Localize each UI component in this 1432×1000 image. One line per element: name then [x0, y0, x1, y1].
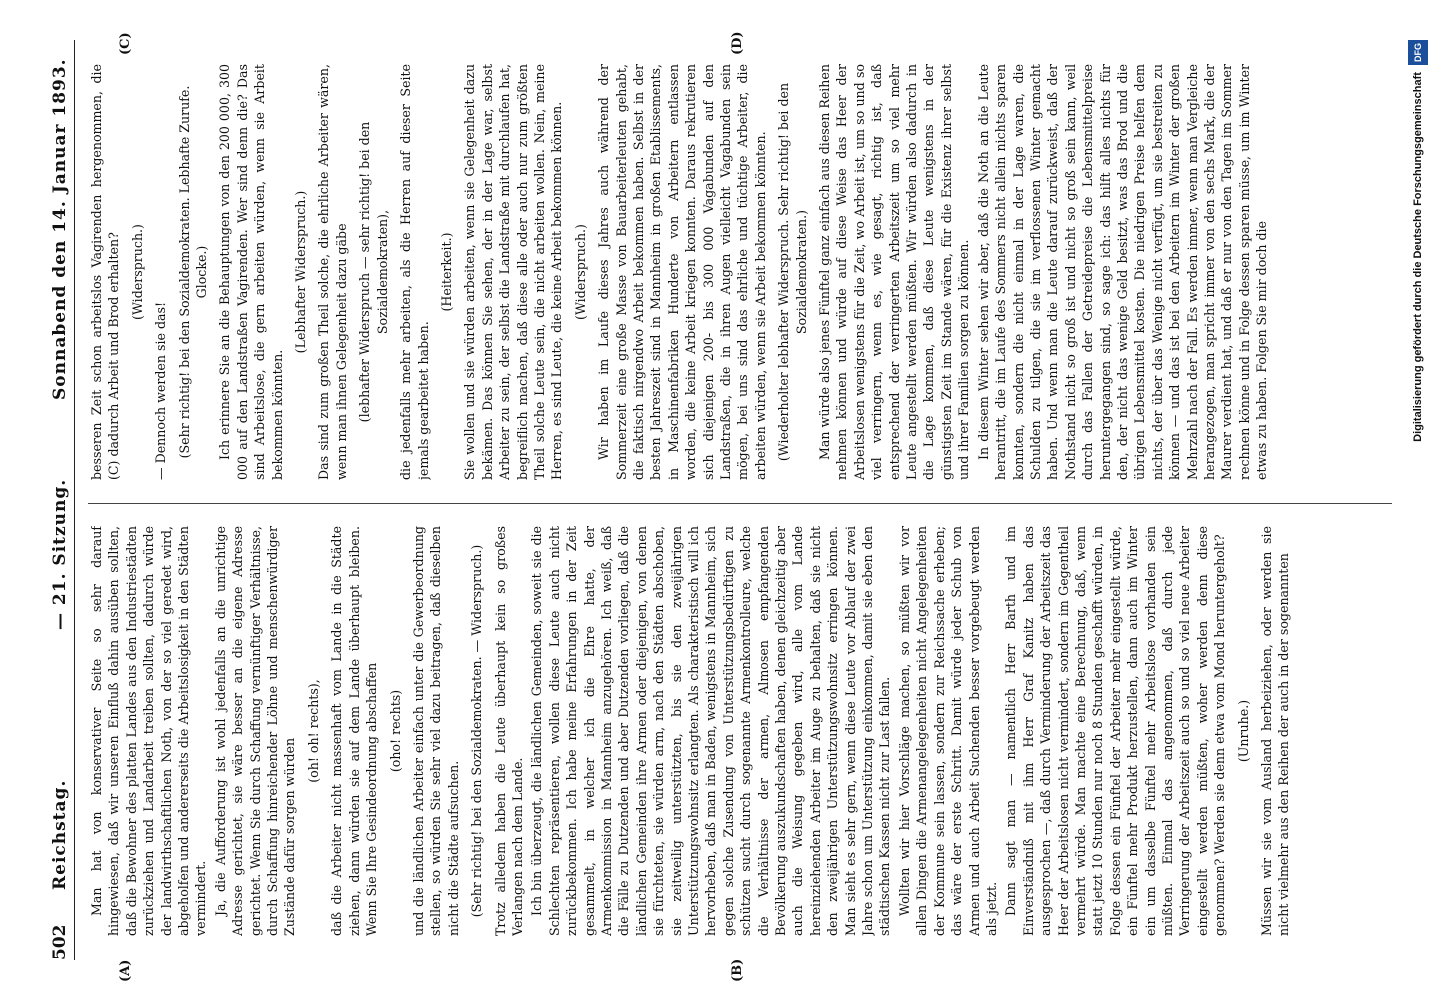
paragraph: Ich erinnere Sie an die Behauptungen von den 200 000, 300 000 auf den Landstraßen Vagirenden. Wer sind denn die? Das sind Arbeitslose, die gern arbeiten würden, wenn sie Arbeit bekommen könnten. — [217, 64, 285, 480]
paragraph: Wir haben im Laufe dieses Jahres auch während der Sommerzeit eine große Masse von Bauarbeiterleuten gehabt, die faktisch nirgendwo Arbeit bekommen haben. Selbst in der besten Jahreszeit sind in Mannheim in großen Etablissements, in Maschinenfabriken Hunderte von Arbeitern entlassen worden, die keine Arbeit kriegen konnten. Daraus rekrutieren sich diejenigen 200- bis 300 000 Vagabunden auf den Landstraßen, die in ihren Augen vielleicht Vagabunden sein mögen, bei uns sind das ehrliche und tüchtige Arbeiter, die arbeiten würden, wenn sie Arbeit bekommen könnten. — [596, 64, 768, 480]
interjection: (Sehr richtig! bei den Sozialdemokraten. — Widerspruch.) — [469, 544, 485, 918]
paragraph: Müssen wir sie vom Ausland herbeiziehen, oder werden sie nicht vielmehr aus den Reihen der auch in der sogenannten — [1259, 526, 1292, 936]
interjection: (oh! oh! rechts), — [305, 679, 321, 783]
interjection: (Unruhe.) — [1235, 699, 1251, 763]
page-number: 502 — [50, 924, 70, 960]
paragraph: und die ländlichen Arbeiter einfach unter die Gewerbeordnung stellen, so würden Sie sehr viel dazu beitragen, daß dieselben nicht die Städte aufsuchen. — [410, 526, 461, 936]
margin-mark-b: (B) — [730, 958, 745, 982]
paragraph: Sie wollen und sie würden arbeiten, wenn sie Gelegenheit dazu bekämen. Das können Sie sehen, der in der Lage war, selbst Arbeiter zu sein, der selbst die Landstraße mit durchlaufen hat, begreiflich machen, daß diese alle oder auch nur zum größten Theil solche Leute sein, die nicht arbeiten wollen. Nein, meine Herren, es sind Leute, die keine Arbeit bekommen können. — [462, 64, 565, 480]
paragraph: Ja, die Aufforderung ist wohl jedenfalls an die unrichtige Adresse gerichtet, sie wäre besser an die eigene Adresse gerichtet. Wenn Sie durch Schaffung vernünftiger Verhältnisse, durch Schaffung hinreichender Löhne und menschenwürdiger Zustände dafür sorgen würden — [212, 526, 298, 936]
interjection: (lebhafter Widerspruch — sehr richtig! bei den Sozialdemokraten), — [357, 121, 390, 423]
session-date: Sonnabend den 14. Januar 1893. — [50, 58, 70, 400]
column-rule — [88, 503, 1392, 504]
interjection: (Sehr richtig! bei den Sozialdemokraten. Lebhafte Zurufe. Glocke.) — [176, 85, 210, 459]
interjection: (oho! rechts) — [387, 689, 403, 773]
margin-mark-a: (A) — [118, 959, 133, 982]
interjection: (Widerspruch.) — [572, 224, 588, 320]
margin-mark-c: (C) — [118, 32, 133, 55]
paragraph: — Dennoch werden sie das! — [153, 301, 169, 480]
paragraph: In diesem Winter sehen wir aber, daß die Noth an die Leute herantritt, die im Laufe des Sommers nicht allein nichts sparen konnten, sondern die nicht einmal in der Lage waren, die Schulden zu tilgen, die sie im verflossenen Winter gemacht haben. Und wenn man die Leute darauf zurückweist, daß der Nothstand nicht so groß ist und nicht so groß sein kann, weil durch das Fallen der Getreidepreise die Lebensmittelpreise heruntergegangen sind, so sage ich: das hilft alles nichts für den, der nicht das wenige Geld besitzt, was das Brod und die übrigen Lebensmittel kosten. Die niedrigen Preise helfen dem nichts, der über das Wenige nicht verfügt, um sie bestreiten zu können — und das ist bei den Arbeitern im Winter der großen Mehrzahl nach der Fall. Es werden immer, wenn man Vergleiche herangezogen, man spricht immer von den sechs Mark, die der Maurer verdient hat, und daß er nur von den Tagen im Sommer rechnen könne und in Folge dessen sparen müsse, um im Winter etwas zu haben. Folgen Sie mir doch die — [975, 64, 1270, 480]
paragraph: besseren Zeit schon arbeitslos Vagirenden hergenommen, die (C) dadurch Arbeit und Brod erhalten? — [89, 64, 122, 480]
paragraph: Wollten wir hier Vorschläge machen, so müßten wir vor allen Dingen die Armenangelegenheiten nicht Angelegenheiten der Kommune sein lassen, sondern zur Reichssache erheben; das wäre der erste Schritt. Damit würde jeder Schub von Armen und auch Arbeit Suchenden besser vorgebeugt werden als jetzt. — [896, 526, 999, 936]
dfg-logo: DFG — [1408, 40, 1428, 65]
sitting-label: — 21. Sitzung. — [50, 478, 70, 630]
body-name: Reichstag. — [50, 779, 70, 890]
credit-text: Digitalisierung gefördert durch die Deutsche Forschungsgemeinschaft — [1412, 72, 1424, 442]
digitization-credit — [1408, 40, 1428, 960]
right-column — [88, 64, 1392, 480]
interjection: (Widerspruch.) — [129, 224, 145, 320]
interjection: (Lebhafter Widerspruch.) — [293, 190, 309, 354]
interjection: (Wiederholter lebhafter Widerspruch. Sehr richtig! bei den Sozialdemokraten.) — [776, 82, 809, 462]
margin-mark-d: (D) — [730, 31, 745, 55]
left-column — [88, 526, 1392, 936]
running-head — [48, 40, 75, 960]
paragraph: Man würde also jenes Fünftel ganz einfach aus diesen Reihen nehmen können und würde auf diese Weise das Heer der Arbeitslosen wenigstens für die Zeit, wo Arbeit ist, um so und so viel verringern, wenn es, wie gesagt, richtig ist, daß entsprechend der verringerten Arbeitszeit um so viel mehr Leute angestellt werden müßten. Wir würden also dadurch in die Lage kommen, daß diese Leute wenigstens in der günstigsten Zeit im Stande wären, für die Existenz ihrer selbst und ihrer Familien sorgen zu können. — [817, 64, 972, 480]
paragraph: Trotz alledem haben die Leute überhaupt kein so großes Verlangen nach dem Lande. — [492, 526, 525, 936]
paragraph: Das sind zum großen Theil solche, die ehrliche Arbeiter wären, wenn man ihnen Gelegenheit dazu gäbe — [316, 64, 349, 480]
paragraph: Ich bin überzeugt, die ländlichen Gemeinden, soweit sie die Schlechten repräsentieren, wollen diese Leute auch nicht zurückbekommen. Ich habe meine Erfahrungen in der Zeit gesammelt, in welcher ich die Ehre hatte, der Armenkommission in Mannheim anzugehören. Ich weiß, daß die Fälle zu Dutzenden und aber Dutzenden vorliegen, daß die ländlichen Gemeinden ihre Armen oder diejenigen, von denen sie fürchteten, sie würden arm, nach den Städten abschoben, sie zeitweilig unterstützten, bis sie den zweijährigen Unterstützungswohnsitz erlangten. Als charakteristisch will ich hervorheben, daß man in Baden, wenigstens in Mannheim, sich gegen solche Zusendung von Unterstützungsbedürftigen zu schützen sucht durch sogenannte Armenkontrolleure, welche die Verhältnisse der armen, Almosen empfangenden Bevölkerung auszukundschaften haben, denen gleichzeitig aber auch die Weisung gegeben wird, alle vom Lande hereinziehenden Arbeiter im Auge zu behalten, daß sie nicht den zweijährigen Unterstützungswohnsitz erringen können. Man sieht es sehr gern, wenn diese Leute vor Ablauf der zwei Jahre schon um Unterstützung einkommen, damit sie eben den städtischen Kassen nicht zur Last fallen. — [529, 526, 893, 936]
paragraph: daß die Arbeiter nicht massenhaft vom Lande in die Städte ziehen, dann würden sie auf dem Lande überhaupt bleiben. Wenn Sie Ihre Gesindeordnung abschaffen — [329, 526, 380, 936]
paragraph: Man hat von konservativer Seite so sehr darauf hingewiesen, daß wir unseren Einfluß dahin ausüben sollten, daß die Bewohner des platten Landes aus den Industriestädten zurückziehen und Landarbeit treiben sollten, dadurch würde der landwirthschaftlichen Noth, von der so viel geredet wird, abgeholfen und andererseits die Arbeitslosigkeit in den Städten vermindert. — [89, 526, 209, 936]
interjection: (Heiterkeit.) — [438, 232, 454, 312]
paragraph: Dann sagt man — namentlich Herr Barth und im Einverständniß mit ihm Herr Graf Kanitz haben das ausgesprochen —, daß durch Verminderung der Arbeitszeit das Heer der Arbeitslosen nicht vermindert, sondern im Gegentheil vermehrt würde. Man machte eine Berechnung, daß, wenn statt jetzt 10 Stunden nur noch 8 Stunden geschafft würden, in Folge dessen ein Fünftel der Arbeiter mehr eingestellt würde, ein Fünftel mehr Produkt herzustellen, dann auch im Winter ein um dasselbe Fünftel mehr Arbeitslose vorhanden sein müßten. Einmal das angenommen, daß durch jede Verringerung der Arbeitszeit auch so und so viel neue Arbeiter eingestellt werden müßten, woher werden denn diese genommen? Werden sie denn etwa vom Mond heruntergeholt? — [1003, 526, 1228, 936]
paragraph: die jedenfalls mehr arbeiten, als die Herren auf dieser Seite jemals gearbeitet haben. — [398, 64, 431, 480]
